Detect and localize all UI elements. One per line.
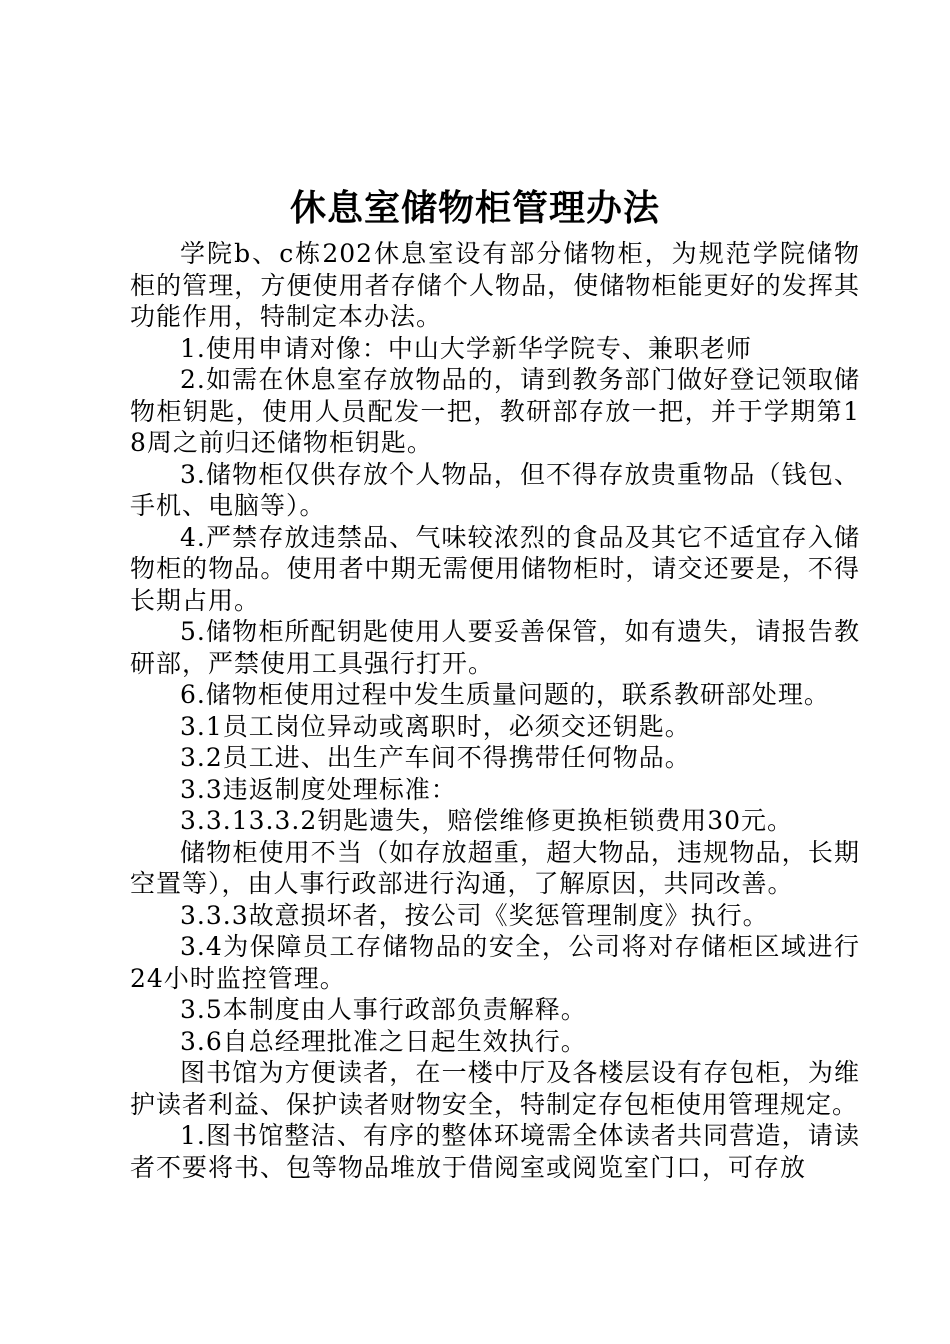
misuse-paragraph: 储物柜使用不当（如存放超重，超大物品，违规物品，长期空置等），由人事行政部进行沟通，了解原因，共同改善。 xyxy=(130,837,860,898)
intro-paragraph: 学院b、c栋202休息室设有部分储物柜，为规范学院储物柜的管理，方便使用者存储个人物品，使储物柜能更好的发挥其功能作用，特制定本办法。 xyxy=(130,239,860,331)
rule-5-paragraph: 5.储物柜所配钥匙使用人要妥善保管，如有遗失，请报告教研部，严禁使用工具强行打开。 xyxy=(130,617,860,678)
rule-1-paragraph: 1.使用申请对像：中山大学新华学院专、兼职老师 xyxy=(180,333,752,363)
clause-3-4-paragraph: 3.4为保障员工存储物品的安全，公司将对存储柜区域进行24小时监控管理。 xyxy=(130,932,860,993)
clause-3-6-paragraph: 3.6自总经理批准之日起生效执行。 xyxy=(180,1026,587,1056)
rule-4-paragraph: 4.严禁存放违禁品、气味较浓烈的食品及其它不适宜存入储物柜的物品。使用者中期无需便用储物柜时，请交还要是，不得长期占用。 xyxy=(130,522,860,615)
library-rule-1-paragraph: 1.图书馆整洁、有序的整体环境需全体读者共同营造，请读者不要将书、包等物品堆放于借阅室或阅览室门口，可存放 xyxy=(130,1121,860,1182)
clause-3-3-paragraph: 3.3违返制度处理标准： xyxy=(180,774,457,804)
clause-3-5-paragraph: 3.5本制度由人事行政部负责解释。 xyxy=(180,995,587,1024)
library-intro-paragraph: 图书馆为方便读者，在一楼中厅及各楼层设有存包柜，为维护读者利益、保护读者财物安全，特制定存包柜使用管理规定。 xyxy=(130,1058,860,1119)
rule-2-paragraph: 2.如需在休息室存放物品的，请到教务部门做好登记领取储物柜钥匙，使用人员配发一把，教研部存放一把，并于学期第18周之前归还储物柜钥匙。 xyxy=(130,365,860,457)
document-body xyxy=(130,238,860,1183)
clause-3-2-paragraph: 3.2员工进、出生产车间不得携带任何物品。 xyxy=(180,743,691,772)
clause-3-3-3-paragraph: 3.3.3故意损坏者，按公司《奖惩管理制度》执行。 xyxy=(180,900,769,930)
document-title: 休息室储物柜管理办法 xyxy=(289,187,660,229)
rule-3-paragraph: 3.储物柜仅供存放个人物品，但不得存放贵重物品（钱包、手机、电脑等）。 xyxy=(130,459,860,520)
clause-3-3-1-paragraph: 3.3.13.3.2钥匙遗失，赔偿维修更换柜锁费用30元。 xyxy=(180,806,794,835)
clause-3-1-paragraph: 3.1员工岗位异动或离职时，必须交还钥匙。 xyxy=(180,711,691,741)
rule-6-paragraph: 6.储物柜使用过程中发生质量问题的，联系教研部处理。 xyxy=(180,680,830,709)
